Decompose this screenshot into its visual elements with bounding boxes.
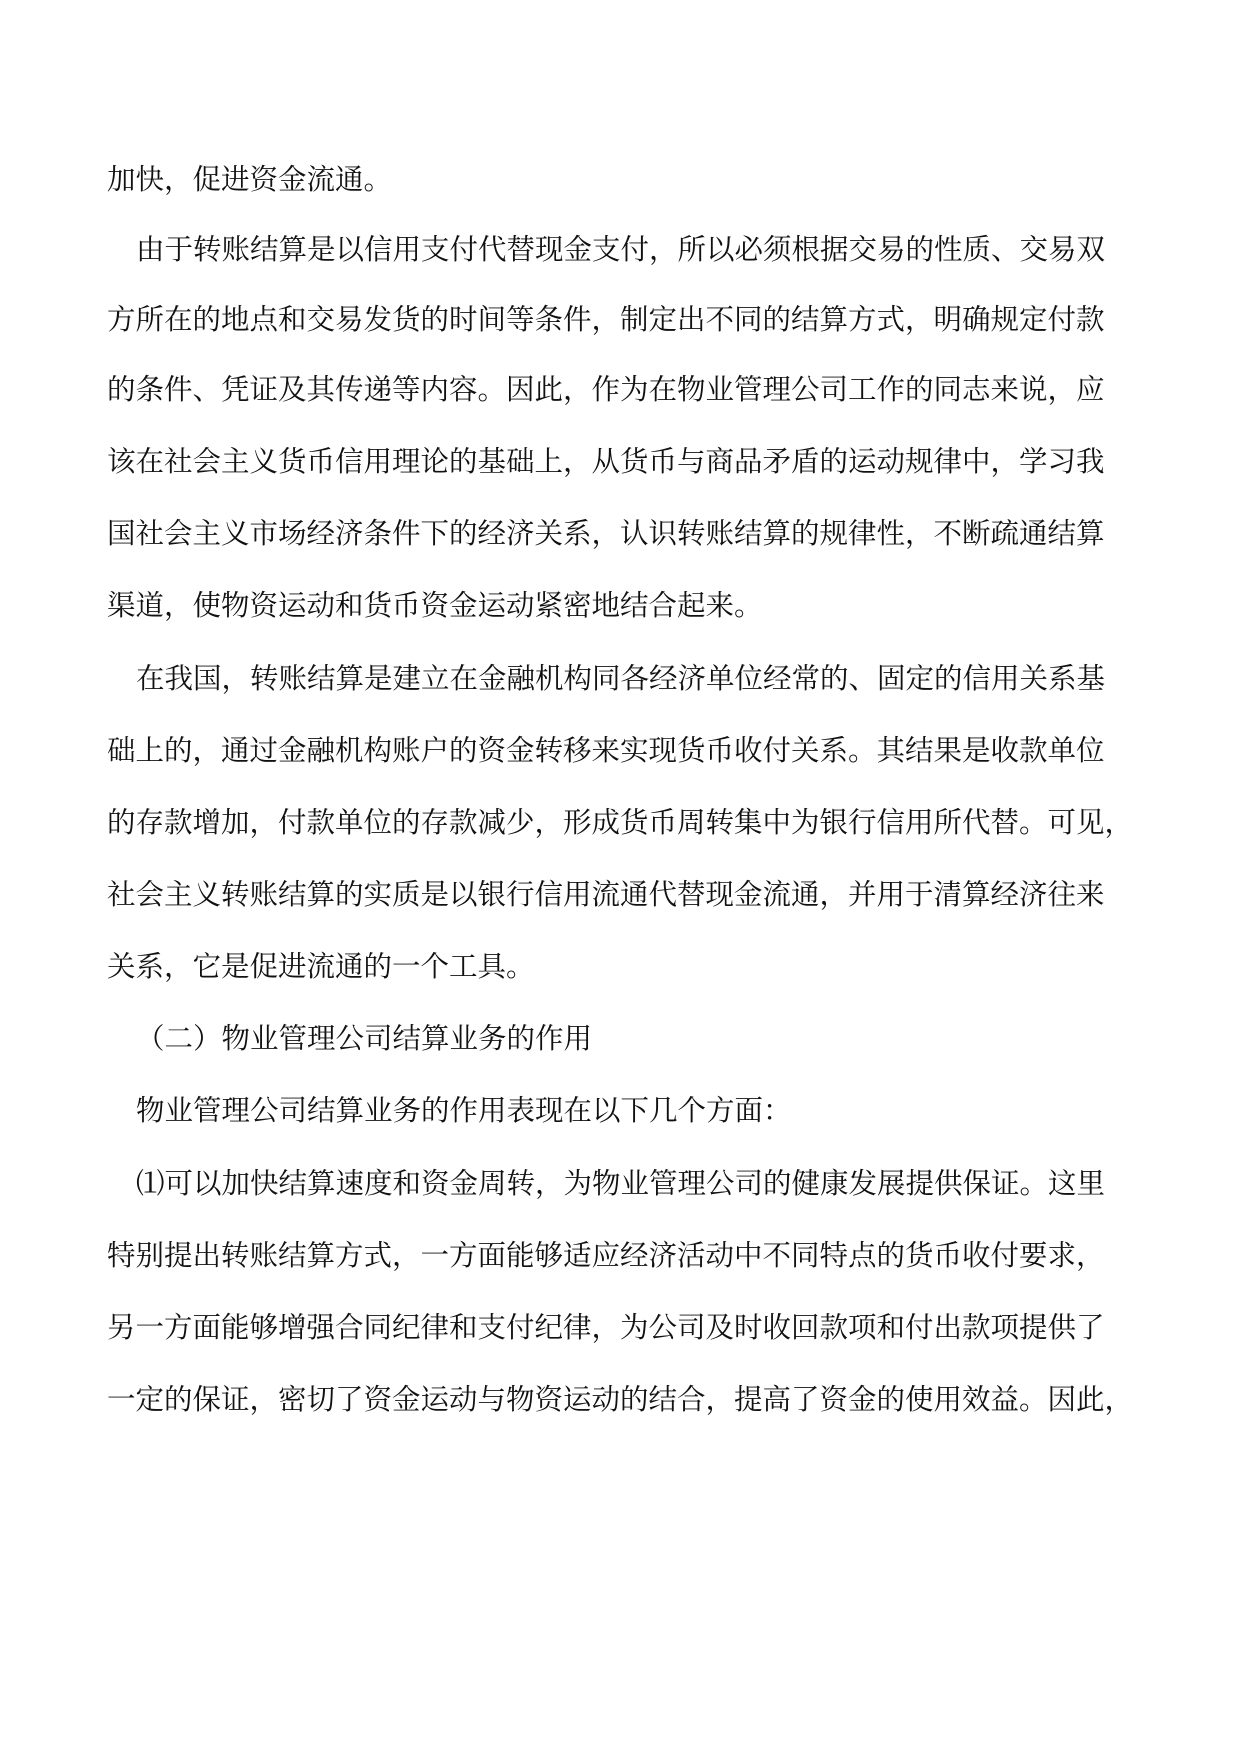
text-line: 由于转账结算是以信用支付代替现金支付，所以必须根据交易的性质、交易双 — [136, 233, 1106, 266]
section-heading: （二）物业管理公司结算业务的作用 — [136, 1022, 593, 1055]
text-line: 渠道，使物资运动和货币资金运动紧密地结合起来。 — [107, 589, 763, 622]
text-line: 该在社会主义货币信用理论的基础上，从货币与商品矛盾的运动规律中，学习我 — [107, 445, 1105, 478]
text-line: 在我国，转账结算是建立在金融机构同各经济单位经常的、固定的信用关系基 — [136, 662, 1106, 695]
text-line: ⑴可以加快结算速度和资金周转，为物业管理公司的健康发展提供保证。这里 — [136, 1167, 1106, 1200]
text-line: 的存款增加，付款单位的存款减少，形成货币周转集中为银行信用所代替。可见， — [107, 806, 1134, 839]
text-line: 国社会主义市场经济条件下的经济关系，认识转账结算的规律性，不断疏通结算 — [107, 517, 1105, 550]
text-line: 社会主义转账结算的实质是以银行信用流通代替现金流通，并用于清算经济往来 — [107, 878, 1105, 911]
text-line: 特别提出转账结算方式，一方面能够适应经济活动中不同特点的货币收付要求， — [107, 1239, 1105, 1272]
text-line: 加快，促进资金流通。 — [107, 163, 393, 196]
text-line: 础上的，通过金融机构账户的资金转移来实现货币收付关系。其结果是收款单位 — [107, 734, 1105, 767]
text-line: 一定的保证，密切了资金运动与物资运动的结合，提高了资金的使用效益。因此， — [107, 1383, 1134, 1416]
text-line: 方所在的地点和交易发货的时间等条件，制定出不同的结算方式，明确规定付款 — [107, 303, 1105, 336]
text-line: 关系，它是促进流通的一个工具。 — [107, 950, 535, 983]
text-line: 的条件、凭证及其传递等内容。因此，作为在物业管理公司工作的同志来说，应 — [107, 373, 1105, 406]
text-line: 另一方面能够增强合同纪律和支付纪律，为公司及时收回款项和付出款项提供了 — [107, 1311, 1105, 1344]
text-line: 物业管理公司结算业务的作用表现在以下几个方面： — [136, 1094, 792, 1127]
